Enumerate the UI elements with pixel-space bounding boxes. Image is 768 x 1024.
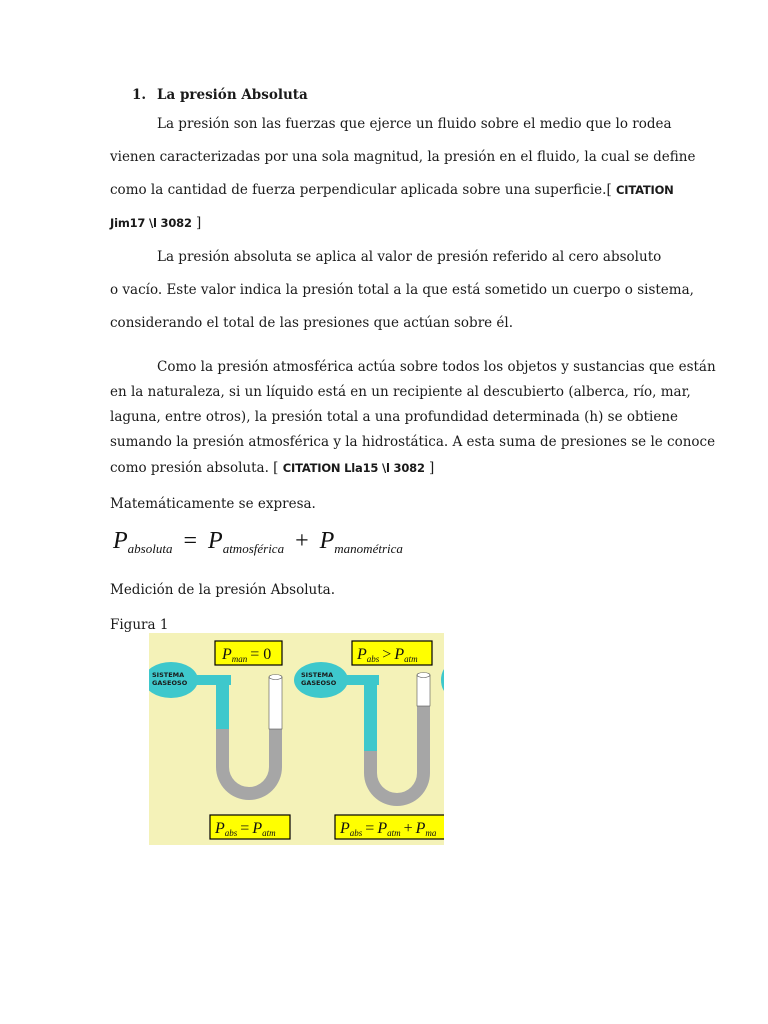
citation-2-field: CITATION Lla15 \l 3082 xyxy=(282,461,425,475)
right-tank-label-1: SISTEMA xyxy=(301,671,334,679)
formula-p-absolute: P xyxy=(113,528,128,554)
right-bottom-p1: P xyxy=(340,820,350,837)
absolute-pressure-formula xyxy=(113,528,403,557)
left-top-p: P xyxy=(222,646,232,663)
paragraph-3-line-4: sumando la presión atmosférica y la hidrostática. A esta suma de presiones se le conoce xyxy=(110,434,716,450)
figure-caption: Figura 1 xyxy=(110,617,169,633)
left-bottom-sub1: abs xyxy=(224,828,238,838)
left-bottom-rel: = xyxy=(240,820,250,837)
right-bottom-sub3: ma xyxy=(425,828,437,838)
formula-sub-atmospheric: atmosférica xyxy=(222,541,285,556)
paragraph-3-line-3: laguna, entre otros), la presión total a una profundidad determinada (h) se obtiene xyxy=(110,409,679,425)
right-open-tube-mouth xyxy=(417,673,430,678)
paragraph-1-line-2: vienen caracterizadas por una sola magnitud, la presión en el fluido, la cual se define xyxy=(110,149,696,165)
paragraph-1-line-3-text: como la cantidad de fuerza perpendicular aplicada sobre una superficie. xyxy=(110,182,607,198)
paragraph-2-line-2: o vacío. Este valor indica la presión total a la que está sometido un cuerpo o sistema, xyxy=(110,282,694,298)
figure-1-manometer-diagram xyxy=(149,633,444,845)
left-tank-label-1: SISTEMA xyxy=(152,671,185,679)
left-tank-label-2: GASEOSO xyxy=(152,679,188,687)
heading-title: La presión Absoluta xyxy=(157,87,308,103)
right-bottom-sub2: atm xyxy=(387,828,401,838)
formula-equals: = xyxy=(183,528,198,554)
right-open-tube xyxy=(417,675,430,706)
right-bottom-p2: P xyxy=(377,820,388,837)
left-open-tube-mouth xyxy=(269,675,282,680)
math-intro: Matemáticamente se expresa. xyxy=(110,496,316,512)
right-bottom-rel1: = xyxy=(365,820,375,837)
left-bottom-sub2: atm xyxy=(262,828,276,838)
paragraph-3-line-5 xyxy=(110,459,434,477)
paragraph-1-line-4 xyxy=(110,214,201,232)
citation-1-bracket: [ xyxy=(606,182,616,198)
paragraph-3-line-1: Como la presión atmosférica actúa sobre todos los objetos y sustancias que están xyxy=(157,359,716,375)
right-bottom-sub1: abs xyxy=(349,828,363,838)
left-bottom-p1: P xyxy=(215,820,225,837)
right-top-rel: > xyxy=(382,646,392,663)
formula-p-atmospheric: P xyxy=(208,528,223,554)
citation-1-field: CITATION xyxy=(616,183,674,197)
paragraph-2-line-3: considerando el total de las presiones que actúan sobre él. xyxy=(110,315,514,331)
formula-plus: + xyxy=(295,528,309,554)
right-tank-label-2: GASEOSO xyxy=(301,679,337,687)
citation-2-close: ] xyxy=(424,460,435,476)
right-bottom-rel2: + xyxy=(403,820,413,837)
citation-1-source: Jim17 \l 3082 xyxy=(110,216,192,230)
paragraph-1-line-1: La presión son las fuerzas que ejerce un fluido sobre el medio que lo rodea xyxy=(157,116,672,132)
left-open-tube xyxy=(269,677,282,729)
citation-2-open: [ xyxy=(268,460,283,476)
formula-p-manometric: P xyxy=(319,528,335,554)
paragraph-3-line-5-text: como presión absoluta. xyxy=(110,460,269,476)
paragraph-3-line-2: en la naturaleza, si un líquido está en un recipiente al descubierto (alberca, río, mar, xyxy=(110,384,691,400)
left-bottom-p2: P xyxy=(252,820,263,837)
left-top-sub: man xyxy=(231,654,248,664)
measurement-title: Medición de la presión Absoluta. xyxy=(110,582,336,598)
paragraph-2-line-1: La presión absoluta se aplica al valor de presión referido al cero absoluto xyxy=(157,249,662,265)
right-top-p2: P xyxy=(394,646,405,663)
right-leg-fluid xyxy=(364,675,377,751)
right-bottom-p3: P xyxy=(415,820,426,837)
left-leg-fluid xyxy=(216,675,229,729)
right-top-p1: P xyxy=(357,646,367,663)
formula-sub-manometric: manométrica xyxy=(334,541,403,556)
citation-1-close: ] xyxy=(191,215,202,231)
right-top-sub2: atm xyxy=(404,654,418,664)
formula-sub-absolute: absoluta xyxy=(127,541,173,556)
heading-number: 1. xyxy=(132,87,147,103)
right-top-sub1: abs xyxy=(366,654,380,664)
left-top-rel: = 0 xyxy=(250,646,272,663)
paragraph-1-line-3 xyxy=(110,181,674,199)
